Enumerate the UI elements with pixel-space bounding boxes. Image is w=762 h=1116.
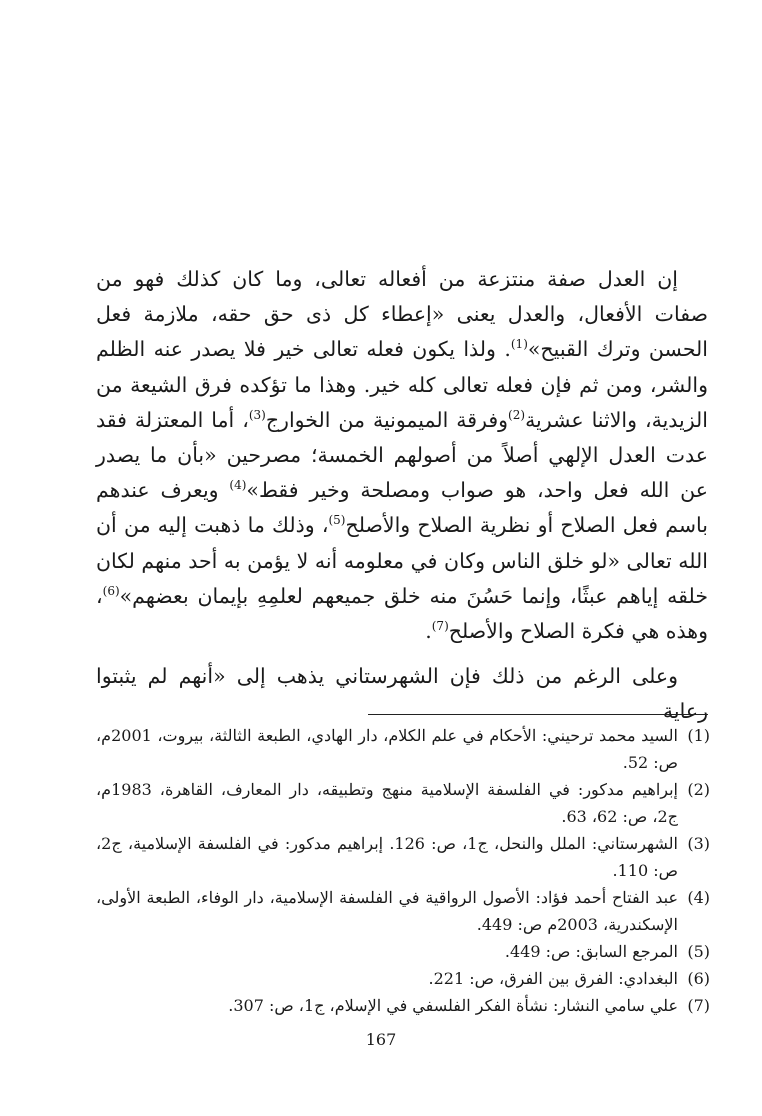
footnote-ref: (7)	[431, 619, 449, 634]
body-text	[96, 262, 708, 730]
footnote-ref: (2)	[508, 407, 526, 422]
paragraph: وعلى الرغم من ذلك فإن الشهرستاني يذهب إلى «أنهم لم يثبتوا رعاية	[96, 664, 708, 724]
footnote-text: إبراهيم مدكور: في الفلسفة الإسلامية منهج وتطبيقه، دار المعارف، القاهرة، 1983م، ج2، ص: 62، 63.	[96, 780, 678, 826]
footnote-ref: (3)	[248, 407, 266, 422]
footnote-ref: (5)	[328, 513, 346, 528]
footnote-number: (2)	[687, 780, 710, 799]
footnote	[96, 992, 710, 1019]
footnote-text: المرجع السابق: ص: 449.	[504, 942, 678, 961]
footnote-number: (4)	[687, 888, 710, 907]
footnote-ref: (6)	[102, 584, 120, 598]
footnote	[96, 884, 710, 938]
text-segment: ، أما المعتزلة فقد عدت العدل الإلهي أصلاً من أصولهم الخمسة؛ مصرحين «بأن ما يصدر عن الله فعل واحد، هو صواب ومصلحة وخير فقط»	[96, 407, 708, 503]
footnote-number: (7)	[687, 996, 710, 1015]
footnote-ref: (1)	[510, 337, 528, 352]
footnote-number: (6)	[687, 969, 710, 988]
text-segment: ، وهذه هي فكرة الصلاح والأصلح	[96, 583, 708, 644]
text-segment: . ولذا يكون فعله تعالى خير فلا يصدر عنه الظلم والشر، ومن ثم فإن فعله تعالى كله خير. وهذا ما تؤكده فرق الشيعة من الزيدية، والاثنا عشرية	[96, 337, 708, 432]
footnote	[96, 776, 710, 830]
footnote	[96, 965, 710, 992]
footnote-number: (1)	[687, 726, 710, 745]
footnote	[96, 938, 710, 965]
footnote-separator	[368, 714, 708, 715]
page-number: 167	[365, 1030, 397, 1049]
paragraph	[96, 262, 708, 649]
footnote-text: السيد محمد ترحيني: الأحكام في علم الكلام، دار الهادي، الطبعة الثالثة، بيروت، 2001م، ص: 52.	[96, 726, 678, 772]
text-segment: .	[425, 619, 432, 644]
footnote	[96, 722, 710, 776]
footnote-text: علي سامي النشار: نشأة الفكر الفلسفي في الإسلام، ج1، ص: 307.	[228, 996, 678, 1015]
footnote-number: (3)	[687, 834, 710, 853]
footnote-text: البغدادي: الفرق بين الفرق، ص: 221.	[428, 969, 678, 988]
footnote-number: (5)	[687, 942, 710, 961]
footnote-text: الشهرستاني: الملل والنحل، ج1، ص: 126. إبراهيم مدكور: في الفلسفة الإسلامية، ج2، ص: 110.	[96, 834, 679, 880]
footnotes	[96, 722, 710, 1019]
text-segment: وفرقة الميمونية من الخوارج	[265, 407, 509, 432]
text-segment: إن العدل صفة منتزعة من أفعاله تعالى، وما كان كذلك فهو من صفات الأفعال، والعدل يعنى «إعطاء كل ذى حق حقه، ملازمة فعل الحسن وترك القبيح»	[96, 267, 708, 362]
footnote-ref: (4)	[229, 478, 247, 493]
text-segment: ويعرف عندهم باسم فعل الصلاح أو نظرية الصلاح والأصلح	[96, 478, 709, 538]
footnote-text: عبد الفتاح أحمد فؤاد: الأصول الرواقية في الفلسفة الإسلامية، دار الوفاء، الطبعة الأولى، الإسكندرية، 2003م ص: 449.	[96, 888, 678, 934]
footnote	[96, 830, 710, 884]
text-segment: ، وذلك ما ذهبت إليه من أن الله تعالى «لو خلق الناس وكان في معلومه أنه لا يؤمن به أحد منهم لكان خلقه إياهم عبثًا، وإنما حَسُنَ منه خلق جميعهم لعلمِهِ بإيمان بعضهم»	[96, 513, 708, 608]
